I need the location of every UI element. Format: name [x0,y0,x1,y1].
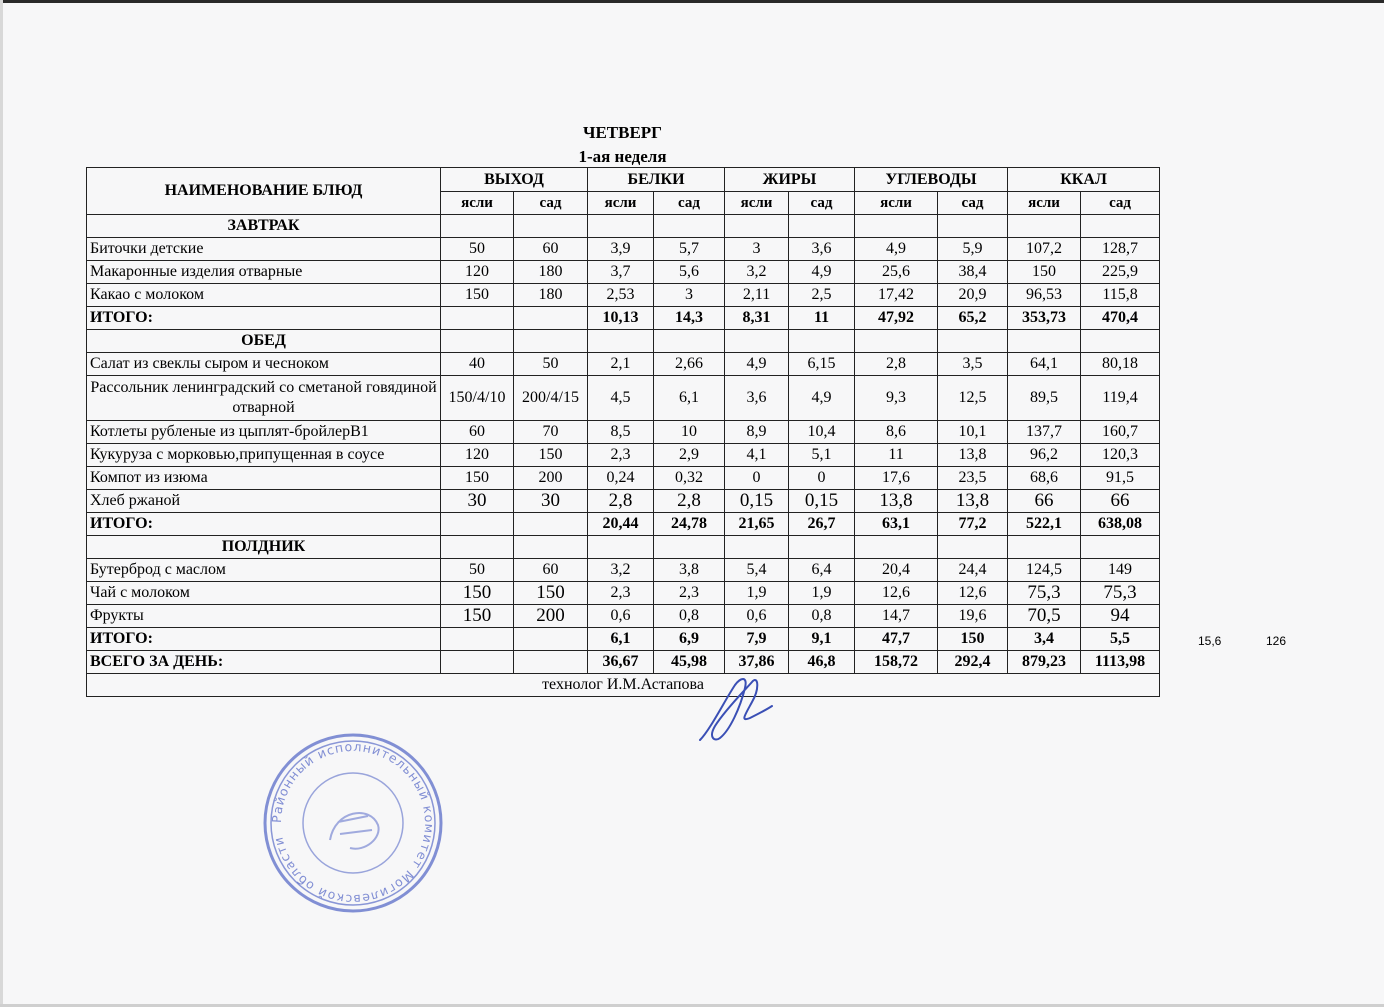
day-total-value: 46,8 [789,651,855,674]
value-cell: 68,6 [1008,467,1081,490]
value-cell: 96,2 [1008,444,1081,467]
value-cell: 30 [441,490,514,513]
value-cell: 119,4 [1081,376,1160,421]
dish-row [87,582,1160,605]
value-cell: 2,3 [588,444,654,467]
value-cell: 19,6 [938,605,1008,628]
value-cell: 50 [441,238,514,261]
value-cell: 4,9 [725,353,789,376]
value-cell: 2,53 [588,284,654,307]
side-note: 126 [1266,634,1287,648]
value-cell: 160,7 [1081,421,1160,444]
value-cell: 5,4 [725,559,789,582]
header-carbs: УГЛЕВОДЫ [855,168,1008,192]
value-cell: 0 [725,467,789,490]
value-cell: 60 [441,421,514,444]
total-label: ИТОГО: [87,628,441,651]
scan-edge-top [0,0,1384,3]
value-cell: 3,2 [725,261,789,284]
total-value: 77,2 [938,513,1008,536]
value-cell: 94 [1081,605,1160,628]
header-proteins: БЕЛКИ [588,168,725,192]
value-cell: 3 [654,284,725,307]
sub-header: ясли [855,192,938,215]
value-cell: 150 [514,582,588,605]
section-title: ОБЕД [87,330,441,353]
total-value: 6,9 [654,628,725,651]
section-title: ЗАВТРАК [87,215,441,238]
sub-header: ясли [441,192,514,215]
section-title: ПОЛДНИК [87,536,441,559]
empty-cell [654,330,725,353]
day-total-value: 879,23 [1008,651,1081,674]
value-cell: 3,9 [588,238,654,261]
dish-row [87,444,1160,467]
value-cell: 124,5 [1008,559,1081,582]
empty-cell [789,215,855,238]
value-cell: 6,1 [654,376,725,421]
value-cell: 14,7 [855,605,938,628]
value-cell: 2,9 [654,444,725,467]
value-cell: 0,6 [588,605,654,628]
value-cell: 4,1 [725,444,789,467]
value-cell: 2,11 [725,284,789,307]
value-cell: 1,9 [789,582,855,605]
total-value: 7,9 [725,628,789,651]
total-value: 5,5 [1081,628,1160,651]
empty-cell [789,536,855,559]
total-value: 522,1 [1008,513,1081,536]
value-cell: 13,8 [855,490,938,513]
section-row [87,330,1160,353]
total-value: 150 [938,628,1008,651]
header-row [87,168,1160,192]
day-total-value: 292,4 [938,651,1008,674]
value-cell: 96,53 [1008,284,1081,307]
value-cell: 91,5 [1081,467,1160,490]
total-value [514,307,588,330]
dish-row [87,353,1160,376]
value-cell: 4,9 [789,261,855,284]
value-cell: 3,6 [789,238,855,261]
value-cell: 6,15 [789,353,855,376]
dish-row [87,490,1160,513]
value-cell: 0,24 [588,467,654,490]
dish-name: Чай с молоком [87,582,441,605]
value-cell: 89,5 [1008,376,1081,421]
empty-cell [855,215,938,238]
value-cell: 2,5 [789,284,855,307]
value-cell: 60 [514,559,588,582]
value-cell: 107,2 [1008,238,1081,261]
value-cell: 3,2 [588,559,654,582]
value-cell: 0,32 [654,467,725,490]
value-cell: 149 [1081,559,1160,582]
value-cell: 115,8 [1081,284,1160,307]
dish-row [87,376,1160,421]
empty-cell [938,330,1008,353]
value-cell: 12,6 [938,582,1008,605]
total-value: 47,7 [855,628,938,651]
value-cell: 80,18 [1081,353,1160,376]
empty-cell [588,536,654,559]
dish-name: Компот из изюма [87,467,441,490]
day-total-value: 45,98 [654,651,725,674]
handwritten-signature [690,660,780,750]
value-cell: 150 [514,444,588,467]
value-cell: 11 [855,444,938,467]
dish-row [87,467,1160,490]
value-cell: 150 [441,582,514,605]
value-cell: 70 [514,421,588,444]
section-row [87,536,1160,559]
total-row [87,628,1160,651]
value-cell: 2,8 [654,490,725,513]
value-cell: 13,8 [938,490,1008,513]
side-note: 15,6 [1198,634,1222,648]
value-cell: 13,8 [938,444,1008,467]
total-value: 353,73 [1008,307,1081,330]
signature-row [87,674,1160,697]
empty-cell [938,536,1008,559]
total-value: 638,08 [1081,513,1160,536]
sub-header: сад [1081,192,1160,215]
svg-text:Районный исполнительный комите [269,739,437,907]
value-cell: 200 [514,467,588,490]
value-cell: 5,6 [654,261,725,284]
dish-name: Макаронные изделия отварные [87,261,441,284]
value-cell: 8,5 [588,421,654,444]
total-value: 3,4 [1008,628,1081,651]
empty-cell [725,330,789,353]
dish-row [87,421,1160,444]
value-cell: 137,7 [1008,421,1081,444]
empty-cell [514,215,588,238]
official-stamp [260,730,446,916]
section-row [87,215,1160,238]
value-cell: 4,9 [855,238,938,261]
value-cell: 50 [514,353,588,376]
header-output: ВЫХОД [441,168,588,192]
total-value: 6,1 [588,628,654,651]
header-kcal: ККАЛ [1008,168,1160,192]
value-cell: 150/4/10 [441,376,514,421]
total-value: 47,92 [855,307,938,330]
empty-cell [1008,215,1081,238]
dish-row [87,284,1160,307]
value-cell: 70,5 [1008,605,1081,628]
value-cell: 3,8 [654,559,725,582]
value-cell: 180 [514,261,588,284]
dish-name: Фрукты [87,605,441,628]
sub-header: ясли [1008,192,1081,215]
stamp-text: Районный исполнительный комитет Могилевской области [268,738,438,908]
value-cell: 30 [514,490,588,513]
value-cell: 0,8 [654,605,725,628]
empty-cell [514,536,588,559]
total-value: 8,31 [725,307,789,330]
empty-cell [1081,330,1160,353]
total-value: 470,4 [1081,307,1160,330]
value-cell: 8,6 [855,421,938,444]
sub-header: ясли [588,192,654,215]
value-cell: 128,7 [1081,238,1160,261]
empty-cell [588,215,654,238]
value-cell: 180 [514,284,588,307]
total-row [87,513,1160,536]
total-value [441,307,514,330]
value-cell: 10,4 [789,421,855,444]
value-cell: 150 [441,284,514,307]
total-value: 9,1 [789,628,855,651]
dish-row [87,261,1160,284]
day-total-label: ВСЕГО ЗА ДЕНЬ: [87,651,441,674]
empty-cell [855,536,938,559]
total-value: 65,2 [938,307,1008,330]
value-cell: 12,5 [938,376,1008,421]
empty-cell [855,330,938,353]
value-cell: 150 [441,467,514,490]
value-cell: 66 [1081,490,1160,513]
empty-cell [725,215,789,238]
day-title: ЧЕТВЕРГ [582,123,663,142]
total-label: ИТОГО: [87,513,441,536]
menu-table [86,167,1160,697]
value-cell: 20,4 [855,559,938,582]
sub-header: сад [514,192,588,215]
day-total-value: 36,67 [588,651,654,674]
value-cell: 5,1 [789,444,855,467]
value-cell: 4,9 [789,376,855,421]
value-cell: 0,15 [789,490,855,513]
value-cell: 120 [441,261,514,284]
total-value [514,628,588,651]
value-cell: 3 [725,238,789,261]
sub-header: сад [938,192,1008,215]
dish-name: Хлеб ржаной [87,490,441,513]
value-cell: 6,4 [789,559,855,582]
value-cell: 150 [441,605,514,628]
dish-row [87,605,1160,628]
empty-cell [441,330,514,353]
empty-cell [1081,536,1160,559]
dish-row [87,238,1160,261]
value-cell: 17,42 [855,284,938,307]
sub-header: сад [654,192,725,215]
value-cell: 17,6 [855,467,938,490]
value-cell: 150 [1008,261,1081,284]
value-cell: 75,3 [1081,582,1160,605]
value-cell: 23,5 [938,467,1008,490]
value-cell: 75,3 [1008,582,1081,605]
total-value: 20,44 [588,513,654,536]
day-total-value [441,651,514,674]
value-cell: 2,8 [855,353,938,376]
total-value: 10,13 [588,307,654,330]
empty-cell [588,330,654,353]
sub-header: ясли [725,192,789,215]
total-value: 14,3 [654,307,725,330]
value-cell: 5,7 [654,238,725,261]
value-cell: 64,1 [1008,353,1081,376]
value-cell: 10,1 [938,421,1008,444]
day-total-value: 1113,98 [1081,651,1160,674]
dish-name: Бутерброд с маслом [87,559,441,582]
value-cell: 2,3 [654,582,725,605]
signature-line: технолог И.М.Астапова [87,674,1160,697]
value-cell: 3,5 [938,353,1008,376]
value-cell: 2,66 [654,353,725,376]
empty-cell [654,215,725,238]
dish-name: Биточки детские [87,238,441,261]
value-cell: 60 [514,238,588,261]
total-label: ИТОГО: [87,307,441,330]
value-cell: 20,9 [938,284,1008,307]
empty-cell [938,215,1008,238]
value-cell: 200 [514,605,588,628]
value-cell: 1,9 [725,582,789,605]
dish-name: Котлеты рубленые из цыплят-бройлерВ1 [87,421,441,444]
value-cell: 38,4 [938,261,1008,284]
value-cell: 40 [441,353,514,376]
total-value: 24,78 [654,513,725,536]
week-title: 1-ая неделя [578,147,667,166]
total-value: 21,65 [725,513,789,536]
day-total-value [514,651,588,674]
sub-header: сад [789,192,855,215]
empty-cell [789,330,855,353]
value-cell: 66 [1008,490,1081,513]
total-value: 63,1 [855,513,938,536]
value-cell: 0,8 [789,605,855,628]
value-cell: 5,9 [938,238,1008,261]
value-cell: 10 [654,421,725,444]
dish-name: Кукуруза с морковью,припущенная в соусе [87,444,441,467]
value-cell: 120,3 [1081,444,1160,467]
dish-row [87,559,1160,582]
value-cell: 120 [441,444,514,467]
dish-name: Рассольник ленинградский со сметаной говядиной отварной [87,376,441,421]
value-cell: 225,9 [1081,261,1160,284]
dish-name: Салат из свеклы сыром и чесноком [87,353,441,376]
value-cell: 2,1 [588,353,654,376]
menu-table-body [87,168,1160,697]
day-total-row [87,651,1160,674]
total-value: 26,7 [789,513,855,536]
empty-cell [654,536,725,559]
total-row [87,307,1160,330]
empty-cell [1008,330,1081,353]
value-cell: 12,6 [855,582,938,605]
value-cell: 3,7 [588,261,654,284]
value-cell: 2,3 [588,582,654,605]
empty-cell [1081,215,1160,238]
day-total-value: 37,86 [725,651,789,674]
empty-cell [441,536,514,559]
empty-cell [441,215,514,238]
empty-cell [514,330,588,353]
day-total-value: 158,72 [855,651,938,674]
value-cell: 0,6 [725,605,789,628]
scan-edge-left [0,0,3,1007]
value-cell: 3,6 [725,376,789,421]
value-cell: 25,6 [855,261,938,284]
total-value: 11 [789,307,855,330]
value-cell: 50 [441,559,514,582]
header-fats: ЖИРЫ [725,168,855,192]
value-cell: 2,8 [588,490,654,513]
value-cell: 8,9 [725,421,789,444]
dish-name: Какао с молоком [87,284,441,307]
total-value [441,628,514,651]
value-cell: 4,5 [588,376,654,421]
header-dish-name: НАИМЕНОВАНИЕ БЛЮД [87,168,441,215]
value-cell: 24,4 [938,559,1008,582]
empty-cell [1008,536,1081,559]
value-cell: 0 [789,467,855,490]
value-cell: 9,3 [855,376,938,421]
value-cell: 200/4/15 [514,376,588,421]
total-value [514,513,588,536]
total-value [441,513,514,536]
empty-cell [725,536,789,559]
value-cell: 0,15 [725,490,789,513]
